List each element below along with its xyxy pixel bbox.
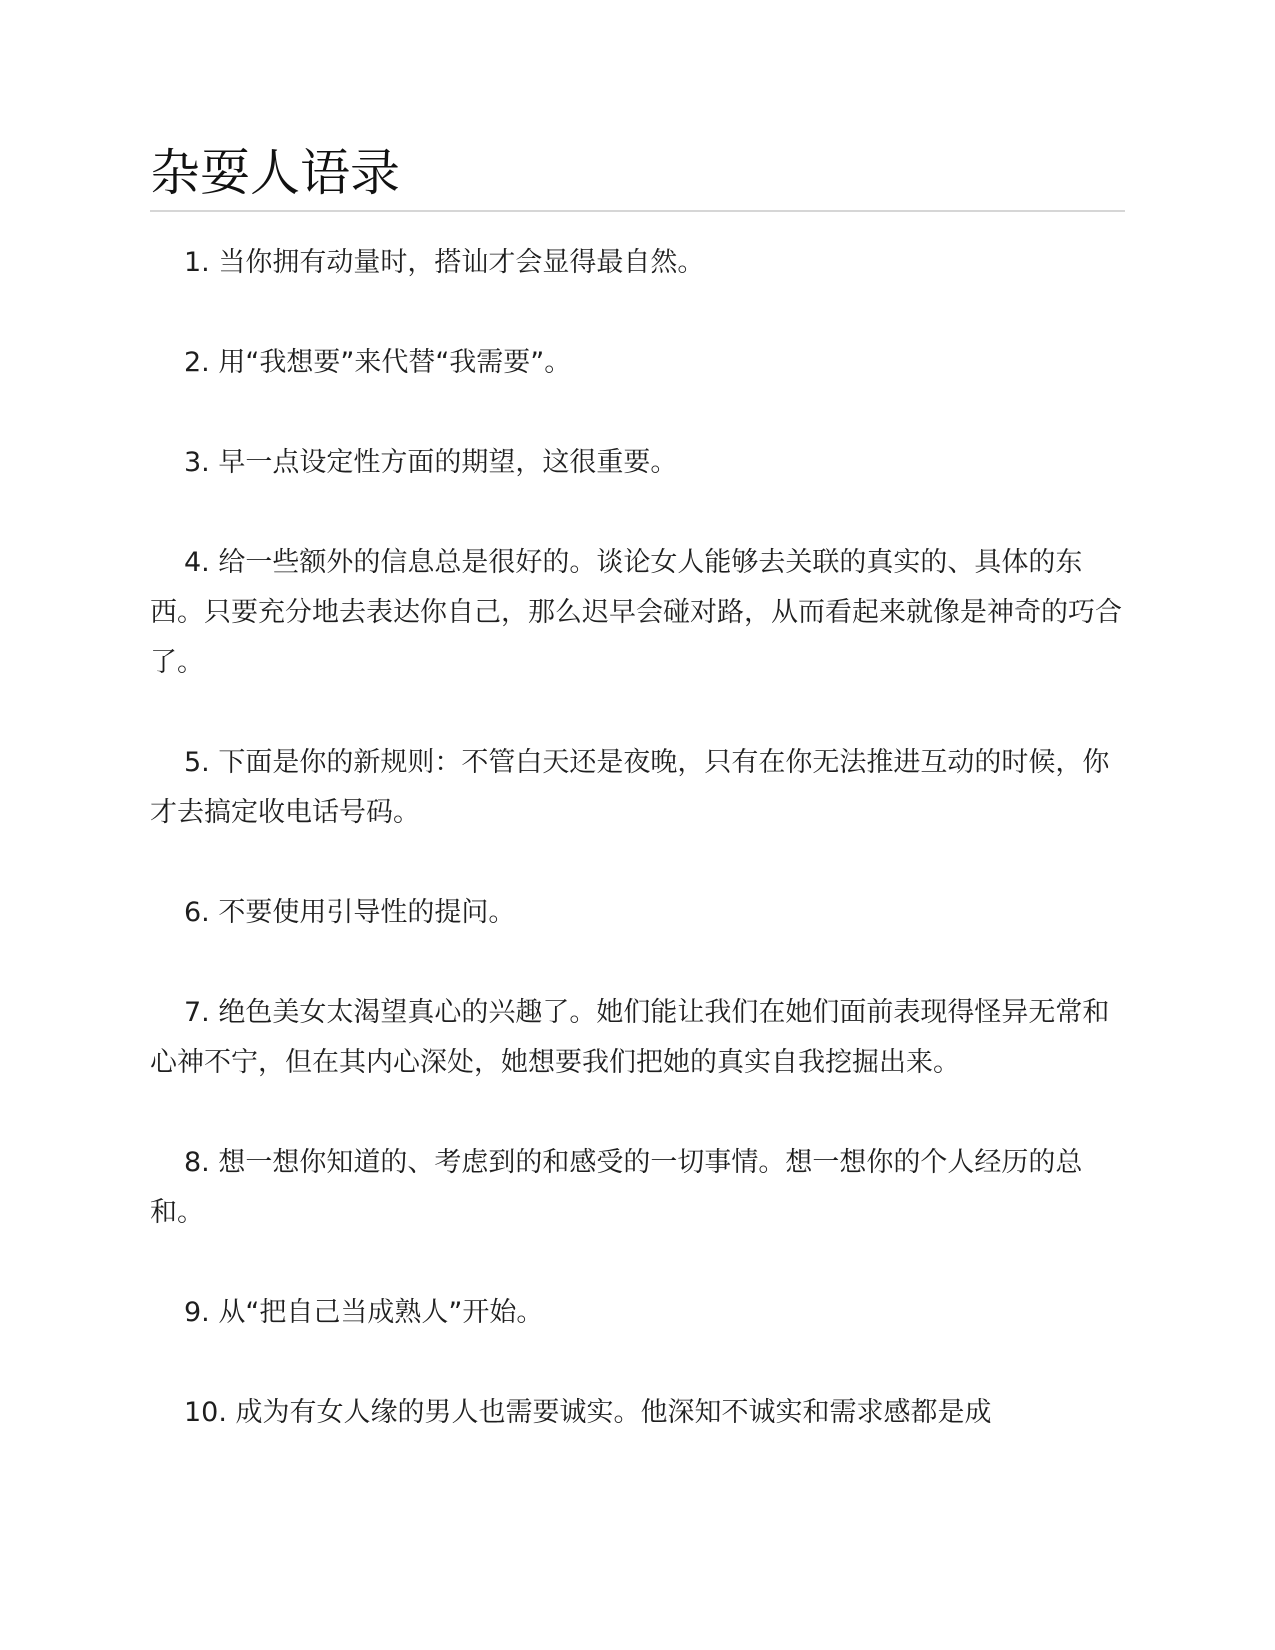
quote-item-3: 3. 早一点设定性方面的期望，这很重要。 [184, 447, 678, 478]
quote-item-1: 1. 当你拥有动量时，搭讪才会显得最自然。 [184, 247, 705, 278]
document-page [150, 140, 1125, 1438]
quote-list [150, 238, 1125, 1438]
quote-item-7: 7. 绝色美女太渴望真心的兴趣了。她们能让我们在她们面前表现得怪异无常和心神不宁，但在其内心深处，她想要我们把她的真实自我挖掘出来。 [150, 997, 1110, 1078]
quote-item-6: 6. 不要使用引导性的提问。 [184, 897, 516, 928]
document-title: 杂耍人语录 [150, 140, 1125, 212]
quote-item-5: 5. 下面是你的新规则：不管白天还是夜晚，只有在你无法推进互动的时候，你才去搞定收电话号码。 [150, 747, 1110, 828]
quote-item-8: 8. 想一想你知道的、考虑到的和感受的一切事情。想一想你的个人经历的总和。 [150, 1147, 1083, 1228]
quote-item-10: 10. 成为有女人缘的男人也需要诚实。他深知不诚实和需求感都是成 [184, 1397, 992, 1428]
quote-item-2: 2. 用“我想要”来代替“我需要”。 [184, 347, 572, 378]
quote-item-9: 9. 从“把自己当成熟人”开始。 [184, 1297, 544, 1328]
quote-item-4: 4. 给一些额外的信息总是很好的。谈论女人能够去关联的真实的、具体的东西。只要充分地去表达你自己，那么迟早会碰对路，从而看起来就像是神奇的巧合了。 [150, 547, 1122, 678]
